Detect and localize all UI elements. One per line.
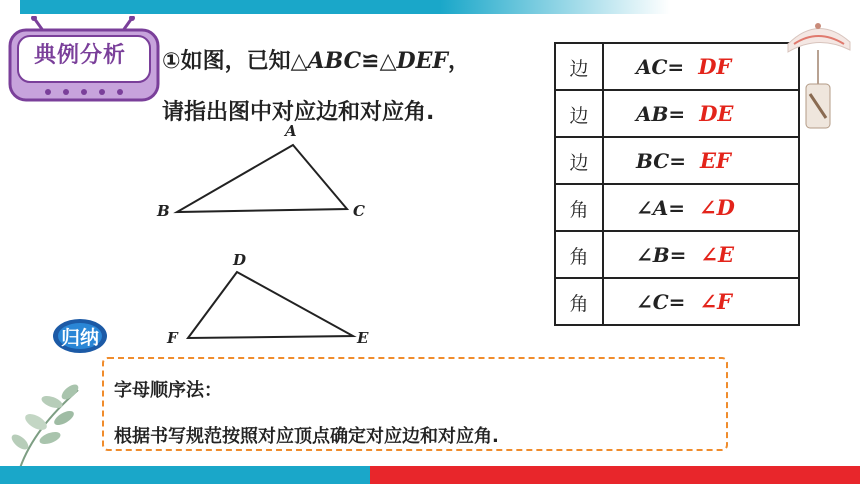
row-answer: DE bbox=[699, 101, 734, 126]
summary-badge-icon bbox=[50, 316, 112, 356]
vertex-label-b: B bbox=[157, 202, 170, 220]
row-expression bbox=[603, 137, 799, 184]
problem-intro-text: 如图，已知 bbox=[180, 49, 291, 74]
table-row bbox=[555, 278, 799, 325]
row-expression bbox=[603, 184, 799, 231]
row-answer: DF bbox=[698, 54, 732, 79]
problem-question: 请指出图中对应边和对应角. bbox=[162, 100, 435, 125]
bottom-bar-red bbox=[370, 466, 860, 484]
vertex-label-e: E bbox=[357, 329, 369, 347]
problem-number: ① bbox=[162, 49, 181, 74]
vertex-label-a: A bbox=[285, 122, 297, 140]
triangle-symbol: △ bbox=[290, 49, 308, 74]
triangle-def-name: DEF bbox=[396, 48, 448, 74]
summary-badge-label: 归纳 bbox=[60, 327, 100, 349]
leaf-decoration-icon bbox=[0, 370, 110, 470]
row-answer: EF bbox=[699, 148, 731, 173]
vertex-label-f: F bbox=[167, 329, 178, 347]
table-row bbox=[555, 231, 799, 278]
row-expression bbox=[603, 90, 799, 137]
triangle-abc-name: ABC bbox=[307, 48, 362, 74]
vertex-label-d: D bbox=[233, 251, 247, 269]
row-kind: 角 bbox=[555, 184, 603, 231]
row-kind: 边 bbox=[555, 43, 603, 90]
vertex-label-c: C bbox=[353, 202, 365, 220]
row-expression bbox=[603, 278, 799, 325]
row-left-expression: ∠A= bbox=[636, 195, 686, 220]
triangle-symbol: △ bbox=[379, 49, 397, 74]
row-left-expression: AB= bbox=[636, 101, 686, 126]
row-answer: ∠F bbox=[699, 289, 732, 314]
congruent-symbol: ≌ bbox=[361, 49, 380, 74]
top-accent-strip bbox=[20, 0, 440, 14]
table-row bbox=[555, 43, 799, 90]
triangle-def bbox=[188, 272, 353, 338]
row-expression bbox=[603, 43, 799, 90]
row-answer: ∠D bbox=[699, 195, 735, 220]
section-badge-title: 典例分析 bbox=[33, 43, 126, 68]
row-left-expression: ∠C= bbox=[636, 289, 686, 314]
wind-chime-decoration-icon bbox=[778, 14, 860, 132]
table-row bbox=[555, 137, 799, 184]
correspondence-table bbox=[554, 42, 800, 326]
row-kind: 角 bbox=[555, 231, 603, 278]
bottom-bar-blue bbox=[0, 466, 370, 484]
triangle-figures bbox=[150, 120, 390, 350]
problem-statement bbox=[162, 44, 470, 75]
triangle-abc bbox=[177, 145, 347, 212]
problem-comma: ， bbox=[448, 49, 471, 74]
row-kind: 角 bbox=[555, 278, 603, 325]
table-row bbox=[555, 90, 799, 137]
row-expression bbox=[603, 231, 799, 278]
row-left-expression: ∠B= bbox=[636, 242, 687, 267]
row-left-expression: AC= bbox=[636, 54, 685, 79]
table-row bbox=[555, 184, 799, 231]
row-left-expression: BC= bbox=[636, 148, 686, 173]
top-accent-fade bbox=[440, 0, 670, 14]
summary-title: 字母顺序法： bbox=[114, 380, 222, 401]
row-answer: ∠E bbox=[700, 242, 735, 267]
row-kind: 边 bbox=[555, 137, 603, 184]
summary-text: 根据书写规范按照对应顶点确定对应边和对应角. bbox=[114, 426, 499, 447]
row-kind: 边 bbox=[555, 90, 603, 137]
